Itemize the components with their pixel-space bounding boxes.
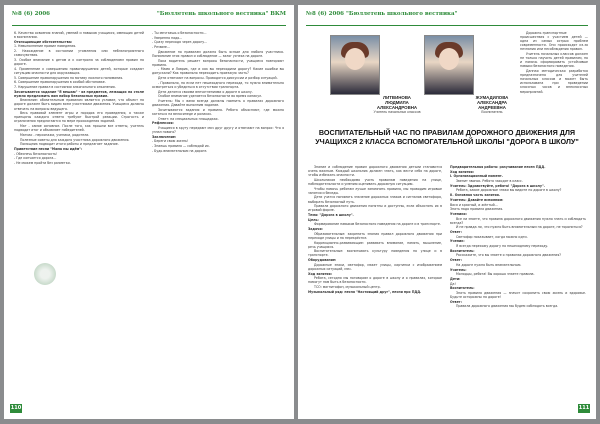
bold-paragraph: Оборудование: — [308, 258, 337, 263]
text-paragraph: Вася и красный, и жёлтый... — [450, 202, 498, 207]
text-paragraph: Весь правовой элемент игры и порядок его проведения, а также принципы каждого ответа требуют быстрой реакции. Строгость и ограничения предлагаются по мере прохождения заданий. — [14, 111, 144, 124]
text-paragraph: Светофор показывает, когда можно идти. — [456, 234, 528, 239]
bold-paragraph: Ответ: — [450, 230, 462, 235]
text-paragraph: 1. Невыполнение правил поведения. — [14, 44, 77, 49]
bold-paragraph: Предварительная работа: разучивание песен ПДД. — [450, 165, 546, 169]
journal-title: "Бюллетень школьного вестника" — [346, 11, 458, 17]
bold-paragraph: Ход занятия: — [450, 169, 474, 174]
text-paragraph: Чтобы помочь ребятам лучше запомнить правила, мы проводим игровые занятия и беседы. — [308, 186, 442, 195]
bold-paragraph: II. Основная часть занятия. — [450, 193, 501, 198]
bold-paragraph: Отягощающие обстоятельства: — [14, 39, 73, 44]
text-paragraph: Дети делятся своими впечатлениями о дороге в школу. — [158, 89, 253, 94]
text-paragraph: 2. Нахождение в состоянии утомления или неблагоприятного самочувствия. — [14, 49, 144, 58]
text-paragraph: Я всегда перехожу дорогу по пешеходному переходу. — [456, 244, 549, 249]
bold-paragraph: Ответ: — [450, 258, 462, 263]
author-role-2: Воспитатель — [481, 110, 503, 114]
text-paragraph: - Сразу переходя через дорогу... — [152, 40, 208, 45]
text-paragraph: Учитель начальных классов должен не только научить детей правилам, но и помочь сформировать устойчивые навыки безопасного поведения. — [520, 52, 588, 69]
author-photo-1 — [330, 35, 380, 95]
text-paragraph: Звенит звонок. Ребята заходят в класс. — [456, 179, 523, 184]
text-paragraph: Формирование навыков безопасного поведения на дороге и в транспорте. — [314, 222, 441, 227]
text-paragraph: Помощник подводит итоги работы и предлагает задание. — [20, 142, 119, 147]
author-caption-1 — [372, 95, 422, 115]
left-text-column-1 — [14, 31, 144, 401]
text-paragraph: Пока водитель решает вопросы безопасности, учащиеся повторяют правила. — [152, 58, 284, 67]
text-paragraph: Ответ: на специальных площадках. — [158, 116, 219, 121]
text-paragraph: Учащиеся в кругу передают мяч друг другу и отвечают на вопрос: Что я узнал нового? — [152, 125, 284, 134]
bold-paragraph: Ответ: — [450, 299, 462, 304]
text-paragraph: 4. Применение к совершению правонарушения детей, которые создают ситуацию опасности для окружающих. — [14, 66, 144, 75]
text-paragraph: И не правда ли, что нужно быть внимательным на дороге, не торопиться? — [456, 225, 583, 230]
left-page — [4, 5, 294, 419]
author-role-1: Учитель начальных классов — [373, 110, 421, 114]
text-paragraph: Школьников необходимо учить правилам поведения на улице, наблюдательности и умению оценивать дорожную ситуацию. — [308, 177, 442, 186]
bold-paragraph: Учитель: Здравствуйте, ребята! "Дорога в школу". — [450, 183, 545, 188]
bold-paragraph: Задачи: — [308, 227, 323, 232]
watermark-logo — [34, 263, 56, 285]
text-paragraph: Внимание: обязательным правилом является условие, что объект на дороге должен быть видим всем участникам движения. Учащиеся должны отвечать на вопросы ведущего. — [14, 98, 144, 111]
text-paragraph: Дети учатся понимать значение дорожных знаков и сигналов светофора, выбирать безопасный путь. — [308, 195, 442, 204]
text-paragraph: Знать правила движения — значит сохранить свою жизнь и здоровье. Будьте осторожны на дороге! — [450, 290, 586, 300]
text-paragraph: Правила дорожного движения понятны и доступны, если объяснять их в игровой форме. — [308, 204, 442, 213]
text-paragraph: 7. Нарушение правил в состоянии алкогольного опьянения. — [14, 84, 116, 89]
text-paragraph: Ребята, какие дорожные знаки вы видите по дороге в школу? — [456, 188, 562, 193]
text-paragraph: - Ты мечтаешь о безопасности... — [152, 31, 207, 35]
page-number: 110 — [10, 405, 22, 411]
journal-title: "Бюллетень школьного вестника" ВКМ — [156, 11, 286, 17]
text-paragraph: Данная методическая разработка предназначена для учителей начальных классов и может быть использована при проведении классных часов и внеклассных мероприятий. — [520, 69, 588, 94]
text-paragraph: Дети отвечают на вопросы. Проводятся дискуссии и разбор ситуаций. — [158, 76, 278, 81]
bold-paragraph: Тема: "Дорога в школу". — [308, 213, 354, 217]
text-paragraph: Расскажите, что вы знаете о правилах дорожного движения? — [456, 253, 561, 258]
bold-paragraph: Цель: — [308, 217, 319, 222]
author-caption-2 — [466, 95, 518, 115]
text-paragraph: Воспитательные: воспитывать культуру поведения на улице и в транспорте. — [308, 249, 442, 258]
text-paragraph: Все ли знаете, что правила дорожного движения нужно знать и соблюдать всегда? — [450, 216, 586, 225]
bold-paragraph: Зачитывается задание "Я вешаю" - из предметов, лежащих на столе нужно предложить вам набор безопасных правил. — [14, 89, 144, 98]
text-paragraph: 6. Совершение правонарушения в особой обстановке. — [14, 80, 106, 85]
text-paragraph: Учитель: Мы с вами всегда должны помнить о правилах дорожного движения. Давайте выполним задание. — [152, 98, 284, 108]
author-photo-2 — [424, 35, 474, 95]
left-page-header — [12, 9, 286, 26]
text-paragraph: Знать надо правила движения. — [450, 207, 504, 212]
text-paragraph: Правила дорожного движения мы будем соблюдать всегда. — [456, 304, 559, 309]
left-text-column-2 — [152, 31, 284, 401]
bold-paragraph: Учитель: — [450, 267, 467, 272]
text-paragraph: Мат - самое основное. После того, как прошли все ответы, учитель подводит итог и объявляет победителей. — [14, 124, 144, 133]
text-paragraph: - Где кончается дорога... — [14, 156, 57, 161]
text-paragraph: - Резюме... — [152, 45, 170, 50]
bold-paragraph: Дети: — [450, 276, 461, 281]
author-name-1: ЛИТВИНОВА ЛЮДМИЛА АЛЕКСАНДРОВНА — [376, 95, 418, 110]
text-paragraph: 6. Качество освоения знаний, умений и навыков учащихся, имеющих детей в воспитании. — [14, 31, 144, 40]
issue-number: №8 (6) 2006 — [12, 11, 50, 17]
bold-paragraph: Ход занятия: — [308, 271, 332, 276]
text-paragraph: Знание и соблюдение правил дорожного движения детьми становится очень важным. Каждый школьник должен знать, как вести себя на дороге, чтобы избежать опасности. — [308, 165, 442, 178]
text-paragraph: - Правильно, но если нет пешеходного перехода, то нужно внимательно осмотреться и убедиться в отсутствии транспорта. — [152, 80, 284, 89]
article-title: ВОСПИТАТЕЛЬНЫЙ ЧАС ПО ПРАВИЛАМ ДОРОЖНОГО ДВИЖЕНИЯ ДЛЯ УЧАЩИХСЯ 2 КЛАССА ВСПОМОГАТЕЛЬНОЙ ШКОЛЫ "ДОРОГА В ШКОЛУ" — [315, 128, 579, 146]
text-paragraph: Полезные советы для каждого участника дорожного движения. — [20, 137, 130, 142]
text-paragraph: Дорожно-транспортные происшествия с участием детей — одна из самых острых проблем современности. Они происходят из-за незнания или несоблюдения правил. — [520, 31, 588, 52]
author-name-2: ЖУМАДИЛОВА АЛЕКСАНДРА АНДРЕЕВНА — [475, 95, 509, 110]
text-paragraph: Движение по правилам должно быть ясным для любого участника. Понимание этих правил и соблюдение — залог успеха на дороге. — [152, 49, 284, 58]
bold-paragraph: Музыкальный ряд: песня "Настоящий друг", песни про ПДД. — [308, 289, 422, 294]
text-paragraph: - Уверенно надо... — [152, 35, 183, 40]
bold-paragraph: Воспитатель: — [450, 248, 475, 253]
bold-paragraph: Рефлексия: — [152, 121, 174, 126]
right-page — [298, 5, 596, 419]
text-paragraph: 5. Совершение правонарушения по мотиву ложного понимания. — [14, 75, 124, 80]
text-paragraph: - Береги свою жизнь! — [152, 139, 189, 144]
text-paragraph: - Не можем пройти без разметки. — [14, 161, 71, 165]
bold-paragraph: Ученики: — [450, 211, 467, 216]
right-text-column-1 — [308, 165, 442, 405]
text-paragraph: Дорожные знаки, светофор, макет улицы, картинки с изображением дорожных ситуаций, мяч. — [308, 262, 442, 271]
text-paragraph: 3. Особое внимание к детям и к контролю за соблюдением правил на дороге. — [14, 57, 144, 67]
text-paragraph: - Знаешь правила — соблюдай их. — [152, 144, 210, 149]
text-paragraph: ТСО: магнитофон, музыкальный центр. — [314, 285, 381, 290]
text-paragraph: Ребята, сегодня мы поговорим о дороге в школу и о правилах, которые помогут нам быть в безопасности. — [308, 276, 442, 285]
bold-paragraph: Заключение: — [152, 134, 177, 139]
bold-paragraph: Учитель: Давайте вспомним: — [450, 197, 504, 202]
bold-paragraph: I. Организационный момент. — [450, 174, 503, 179]
page-number: 111 — [578, 405, 590, 411]
intro-text — [520, 31, 588, 123]
text-paragraph: - Обеспечь безопасность! — [14, 151, 58, 156]
text-paragraph: На дороге нужно быть внимательным. — [456, 262, 522, 267]
right-text-column-2 — [450, 165, 586, 405]
text-paragraph: Особое внимание уделяется безопасности во время каникул. — [158, 94, 263, 99]
text-paragraph: Да! — [450, 281, 456, 286]
issue-number: №8 (6) 2006 — [306, 11, 344, 17]
right-page-header — [306, 9, 588, 26]
bold-paragraph: Приветствие песни "Мама мы идём": — [14, 146, 83, 151]
text-paragraph: Молодцы, ребята! Вы хорошо знаете правила. — [456, 272, 535, 277]
text-paragraph: Матиас - персонажи, ученики, родители. — [20, 132, 90, 137]
bold-paragraph: Воспитатель: — [450, 286, 475, 291]
text-paragraph: Образовательные: закрепить знания правил дорожного движения при переходе улицы и на перекрёстке. — [308, 231, 442, 240]
text-paragraph: Зачитываются задания и правила. Ребята объясняют, где можно кататься на велосипеде и роликах. — [152, 107, 284, 116]
text-paragraph: - Будь внимательным на дороге. — [152, 148, 208, 153]
text-paragraph: - Мама и Лаврик, где и как вы переходили дорогу? Какие ошибки вы допускали? Как правильно переходить проезжую часть? — [152, 67, 284, 76]
text-paragraph: Коррекционно-развивающие: развивать внимание, память, мышление, речь учащихся. — [308, 240, 442, 249]
bold-paragraph: Ученик: — [450, 239, 465, 244]
